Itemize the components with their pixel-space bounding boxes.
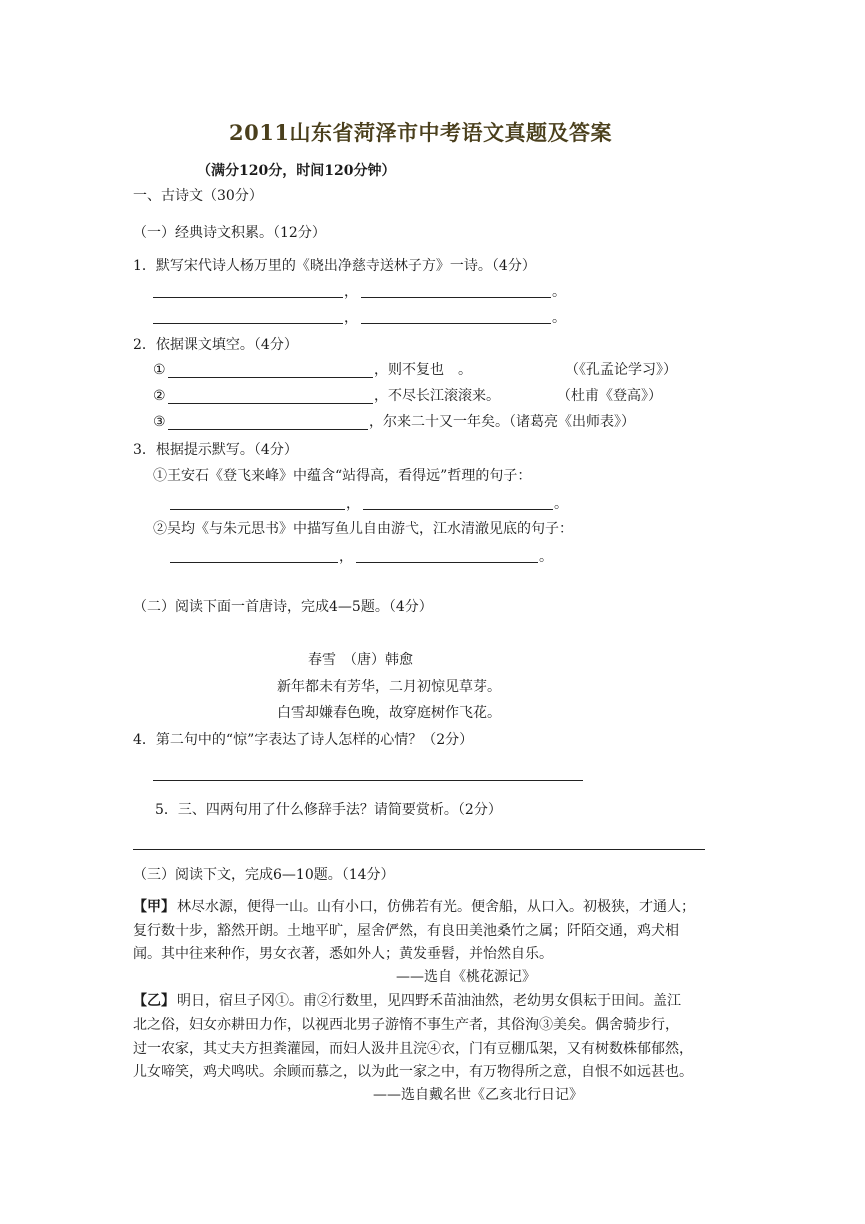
passage-source: ——选自戴名世《乙亥北行日记》 (373, 1087, 583, 1103)
poem-title: 春雪 （唐）韩愈 (308, 652, 413, 668)
passage-line: 过一农家，其丈夫方担粪灌园，而妇人汲井且浣④衣，门有豆棚瓜架，又有树数株郁郁然， (133, 1041, 693, 1057)
passage-tag-jia: 【甲】 (133, 899, 175, 915)
item-number: ③ (153, 414, 166, 430)
part-heading-1: （一）经典诗文积累。（12分） (133, 225, 326, 241)
comma: ， (344, 284, 358, 300)
question-3-prompt-2: ②吴均《与朱元思书》中描写鱼儿自由游弋，江水清澈见底的句子： (153, 521, 573, 537)
passage-line: 闻。其中往来种作，男女衣著，悉如外人；黄发垂髫，并怡然自乐。 (133, 946, 553, 962)
passage-line: 儿女啼笑，鸡犬鸣吠。余顾而慕之，以为此一家之中，有万物得所之意，自恨不如远甚也。 (133, 1064, 693, 1080)
question-1: 1．默写宋代诗人杨万里的《晓出净慈寺送林子方》一诗。（4分） (133, 258, 536, 274)
poem-line: 新年都未有芳华，二月初惊见草芽。 (277, 679, 501, 695)
answer-blank[interactable] (153, 297, 343, 298)
passage-line: 林尽水源，便得一山。山有小口，仿佛若有光。便舍船，从口入。初极狭，才通人； (177, 899, 695, 915)
answer-blank[interactable] (361, 323, 551, 324)
fill-text: ，不尽长江滚滚来。 (374, 388, 500, 404)
passage-line: 明日，宿旦子冈①。甫②行数里，见四野禾苗油油然，老幼男女俱耘于田间。盖江 (177, 993, 681, 1009)
page-title: 2011山东省菏泽市中考语文真题及答案 (229, 120, 612, 145)
part-heading-3: （三）阅读下文，完成6—10题。（14分） (133, 867, 395, 883)
answer-blank[interactable] (168, 429, 368, 430)
answer-blank[interactable] (168, 377, 373, 378)
comma: ， (344, 310, 358, 326)
period: 。 (552, 284, 566, 300)
answer-blank[interactable] (153, 323, 343, 324)
question-3-prompt-1: ①王安石《登飞来峰》中蕴含“站得高，看得远”哲理的句子： (153, 468, 532, 484)
period: 。 (552, 310, 566, 326)
section-heading-ancient-poetry: 一、古诗文（30分） (133, 188, 263, 204)
period: 。 (539, 549, 553, 565)
passage-source: ——选自《桃花源记》 (396, 969, 536, 985)
fill-text: ，尔来二十又一年矣。（诸葛亮《出师表》） (369, 414, 635, 430)
part-heading-2: （二）阅读下面一首唐诗，完成4—5题。（4分） (133, 599, 433, 615)
answer-blank[interactable] (133, 849, 705, 850)
question-3: 3．根据提示默写。（4分） (133, 442, 298, 458)
source-note: （杜甫《登高》） (557, 388, 662, 404)
item-number: ② (153, 388, 166, 404)
comma: ， (346, 496, 360, 512)
question-4: 4．第二句中的“惊”字表达了诗人怎样的心情？（2分） (133, 732, 474, 748)
period: 。 (554, 496, 568, 512)
passage-tag-yi: 【乙】 (133, 993, 175, 1009)
poem-line: 白雪却嫌春色晚，故穿庭树作飞花。 (277, 705, 501, 721)
comma: ， (339, 549, 353, 565)
answer-blank[interactable] (153, 780, 583, 781)
passage-line: 北之俗，妇女亦耕田力作，以视西北男子游惰不事生产者，其俗洵③美矣。偶舍骑步行， (133, 1017, 679, 1033)
score-time-note: （满分120分，时间120分钟） (197, 163, 396, 179)
answer-blank[interactable] (170, 509, 345, 510)
answer-blank[interactable] (170, 562, 338, 563)
answer-blank[interactable] (361, 297, 551, 298)
fill-text: ，则不复也 。 (374, 362, 472, 378)
item-number: ① (153, 362, 166, 378)
question-5: 5．三、四两句用了什么修辞手法？请简要赏析。（2分） (155, 802, 502, 818)
passage-line: 复行数十步，豁然开朗。土地平旷，屋舍俨然，有良田美池桑竹之属；阡陌交通，鸡犬相 (133, 923, 679, 939)
answer-blank[interactable] (363, 509, 553, 510)
question-2: 2．依据课文填空。（4分） (133, 337, 298, 353)
answer-blank[interactable] (356, 562, 538, 563)
answer-blank[interactable] (168, 403, 373, 404)
source-note: （《孔孟论学习》） (565, 362, 677, 378)
